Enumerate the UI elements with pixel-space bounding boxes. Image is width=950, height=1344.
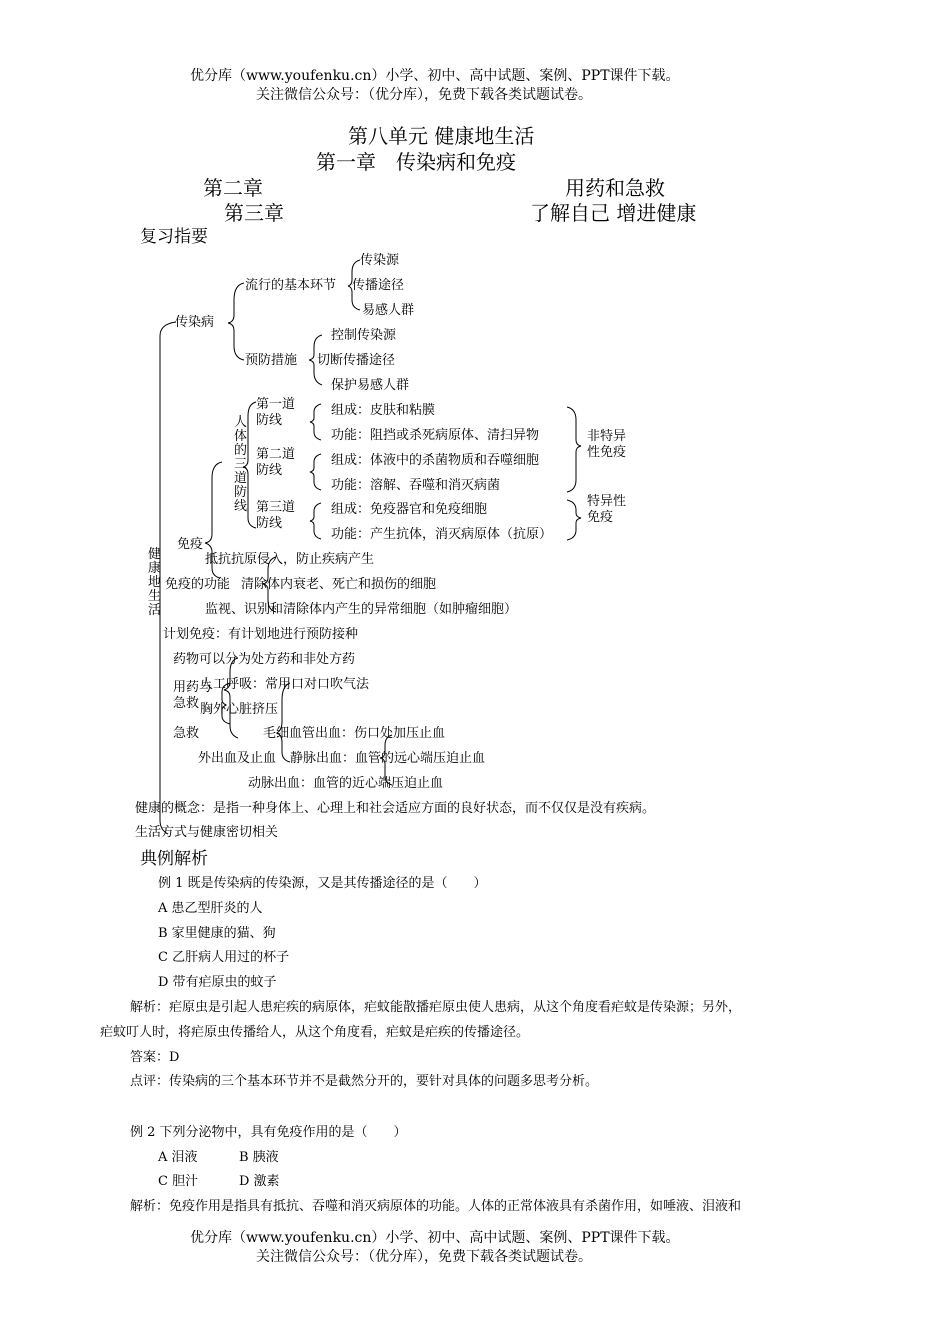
line3-composition: 组成：免疫器官和免疫细胞 bbox=[331, 502, 488, 517]
line3-brace bbox=[310, 503, 321, 539]
footer-line-2: 关注微信公众号：（优分库），免费下载各类试题试卷。 bbox=[256, 1249, 592, 1265]
line1-composition: 组成：皮肤和粘膜 bbox=[331, 403, 436, 418]
line2-label-a: 第二道 bbox=[256, 447, 296, 462]
example-1-answer: 答案：D bbox=[130, 1050, 180, 1065]
example-1-question: 例 1 既是传染病的传染源，又是其传播途径的是（ ） bbox=[158, 876, 487, 891]
example-1-option-a: A 患乙型肝炎的人 bbox=[158, 901, 263, 916]
health-concept: 健康的概念：是指一种身体上、心理上和社会适应方面的良好状态，而不仅仅是没有疾病。 bbox=[135, 801, 656, 816]
first-aid-label: 急救 bbox=[173, 726, 200, 741]
drug-classification: 药物可以分为处方药和非处方药 bbox=[173, 652, 356, 667]
artery-bleeding: 动脉出血：血管的近心端压迫止血 bbox=[248, 776, 444, 791]
line1-label-b: 防线 bbox=[256, 413, 283, 428]
susceptible-population: 易感人群 bbox=[362, 303, 415, 318]
example-1-option-d: D 带有疟原虫的蚊子 bbox=[158, 975, 277, 990]
first-aid-brace bbox=[277, 683, 290, 762]
drug-first-aid-label-a: 用药与 bbox=[173, 680, 213, 695]
line3-label-b: 防线 bbox=[256, 516, 283, 531]
unit-title: 第八单元 健康地生活 bbox=[348, 124, 535, 148]
basic-links-label: 流行的基本环节 bbox=[245, 278, 337, 293]
line1-label-a: 第一道 bbox=[256, 397, 296, 412]
chest-compression: 胸外心脏挤压 bbox=[200, 702, 279, 717]
protect-susceptible: 保护易感人群 bbox=[331, 378, 410, 393]
header-line-1: 优分库（www.youfenku.cn）小学、初中、高中试题、案例、PPT课件下载。 bbox=[190, 68, 680, 84]
example-1-option-b: B 家里健康的猫、狗 bbox=[158, 926, 276, 941]
infection-source: 传染源 bbox=[360, 253, 400, 268]
example-1-analysis-line-1: 解析：疟原虫是引起人患疟疾的病原体，疟蚊能散播疟原虫使人患病，从这个角度看疟蚊是传染源；另外， bbox=[130, 1000, 742, 1015]
example-2-analysis: 解析：免疫作用是指具有抵抗、吞噬和消灭病原体的功能。人体的正常体液具有杀菌作用，如唾液、泪液和 bbox=[130, 1199, 742, 1214]
footer-line-1: 优分库（www.youfenku.cn）小学、初中、高中试题、案例、PPT课件下载。 bbox=[190, 1230, 680, 1246]
specific-label-b: 免疫 bbox=[587, 510, 614, 525]
drug-brace bbox=[224, 658, 238, 738]
line3-label-a: 第三道 bbox=[256, 500, 296, 515]
line2-function: 功能：溶解、吞噬和消灭病菌 bbox=[331, 478, 501, 493]
cut-route: 切断传播途径 bbox=[317, 353, 396, 368]
external-bleeding-label: 外出血及止血 bbox=[198, 751, 277, 766]
control-source: 控制传染源 bbox=[331, 328, 397, 343]
examples-heading: 典例解析 bbox=[140, 849, 208, 869]
artificial-respiration: 人工呼吸：常用口对口吹气法 bbox=[200, 677, 370, 692]
transmission-route: 传播途径 bbox=[352, 278, 405, 293]
prevention-label: 预防措施 bbox=[245, 353, 298, 368]
immunity-function-1: 抵抗抗原侵入，防止疾病产生 bbox=[205, 552, 375, 567]
infectious-disease-label: 传染病 bbox=[175, 315, 215, 330]
immunity-function-2: 清除体内衰老、死亡和损伤的细胞 bbox=[241, 577, 437, 592]
chapter-2-title: 用药和急救 bbox=[565, 176, 665, 200]
immunity-function-3: 监视、识别和清除体内产生的异常细胞（如肿瘤细胞） bbox=[205, 602, 518, 617]
line2-label-b: 防线 bbox=[256, 463, 283, 478]
infectious-brace bbox=[228, 283, 244, 360]
review-heading: 复习指要 bbox=[140, 227, 208, 247]
root-label: 健康地生活 bbox=[148, 547, 162, 618]
chapter-1-title: 第一章 传染病和免疫 bbox=[316, 150, 516, 174]
example-2-option-b: B 胰液 bbox=[239, 1150, 279, 1165]
chapter-3-label: 第三章 bbox=[224, 201, 284, 225]
specific-brace bbox=[567, 500, 581, 540]
example-2-question: 例 2 下列分泌物中，具有免疫作用的是（ ） bbox=[130, 1125, 407, 1140]
drug-first-aid-label-b: 急救 bbox=[173, 696, 200, 711]
three-defense-lines-label: 人体的三道防线 bbox=[234, 415, 248, 514]
capillary-bleeding: 毛细血管出血：伤口处加压止血 bbox=[263, 726, 446, 741]
vein-bleeding: 静脉出血：血管的远心端压迫止血 bbox=[290, 751, 486, 766]
nonspecific-label-b: 性免疫 bbox=[587, 445, 627, 460]
example-2-option-c: C 胆汁 bbox=[158, 1174, 199, 1189]
line2-composition: 组成：体液中的杀菌物质和吞噬细胞 bbox=[331, 453, 540, 468]
example-2-option-a: A 泪液 bbox=[158, 1150, 198, 1165]
example-1-option-c: C 乙肝病人用过的杯子 bbox=[158, 950, 290, 965]
example-2-option-d: D 激素 bbox=[239, 1174, 280, 1189]
chapter-3-title: 了解自己 增进健康 bbox=[530, 201, 697, 225]
line1-function: 功能：阻挡或杀死病原体、清扫异物 bbox=[331, 428, 540, 443]
immunity-label: 免疫 bbox=[177, 537, 204, 552]
immunity-function-label: 免疫的功能 bbox=[165, 577, 231, 592]
specific-label-a: 特异性 bbox=[587, 494, 627, 509]
lifestyle-note: 生活方式与健康密切相关 bbox=[135, 825, 279, 840]
nonspecific-label-a: 非特异 bbox=[587, 429, 627, 444]
header-line-2: 关注微信公众号：（优分库），免费下载各类试题试卷。 bbox=[256, 87, 592, 103]
planned-immunization: 计划免疫：有计划地进行预防接种 bbox=[163, 627, 359, 642]
example-1-comment: 点评：传染病的三个基本环节并不是截然分开的，要针对具体的问题多思考分析。 bbox=[130, 1074, 599, 1089]
nonspecific-brace bbox=[567, 407, 581, 492]
line1-brace bbox=[310, 404, 321, 440]
chapter-2-label: 第二章 bbox=[203, 176, 263, 200]
line3-function: 功能：产生抗体，消灭病原体（抗原） bbox=[331, 527, 553, 542]
line2-brace bbox=[310, 454, 321, 490]
example-1-analysis-line-2: 疟蚊叮人时，将疟原虫传播给人，从这个角度看，疟蚊是疟疾的传播途径。 bbox=[100, 1025, 530, 1040]
